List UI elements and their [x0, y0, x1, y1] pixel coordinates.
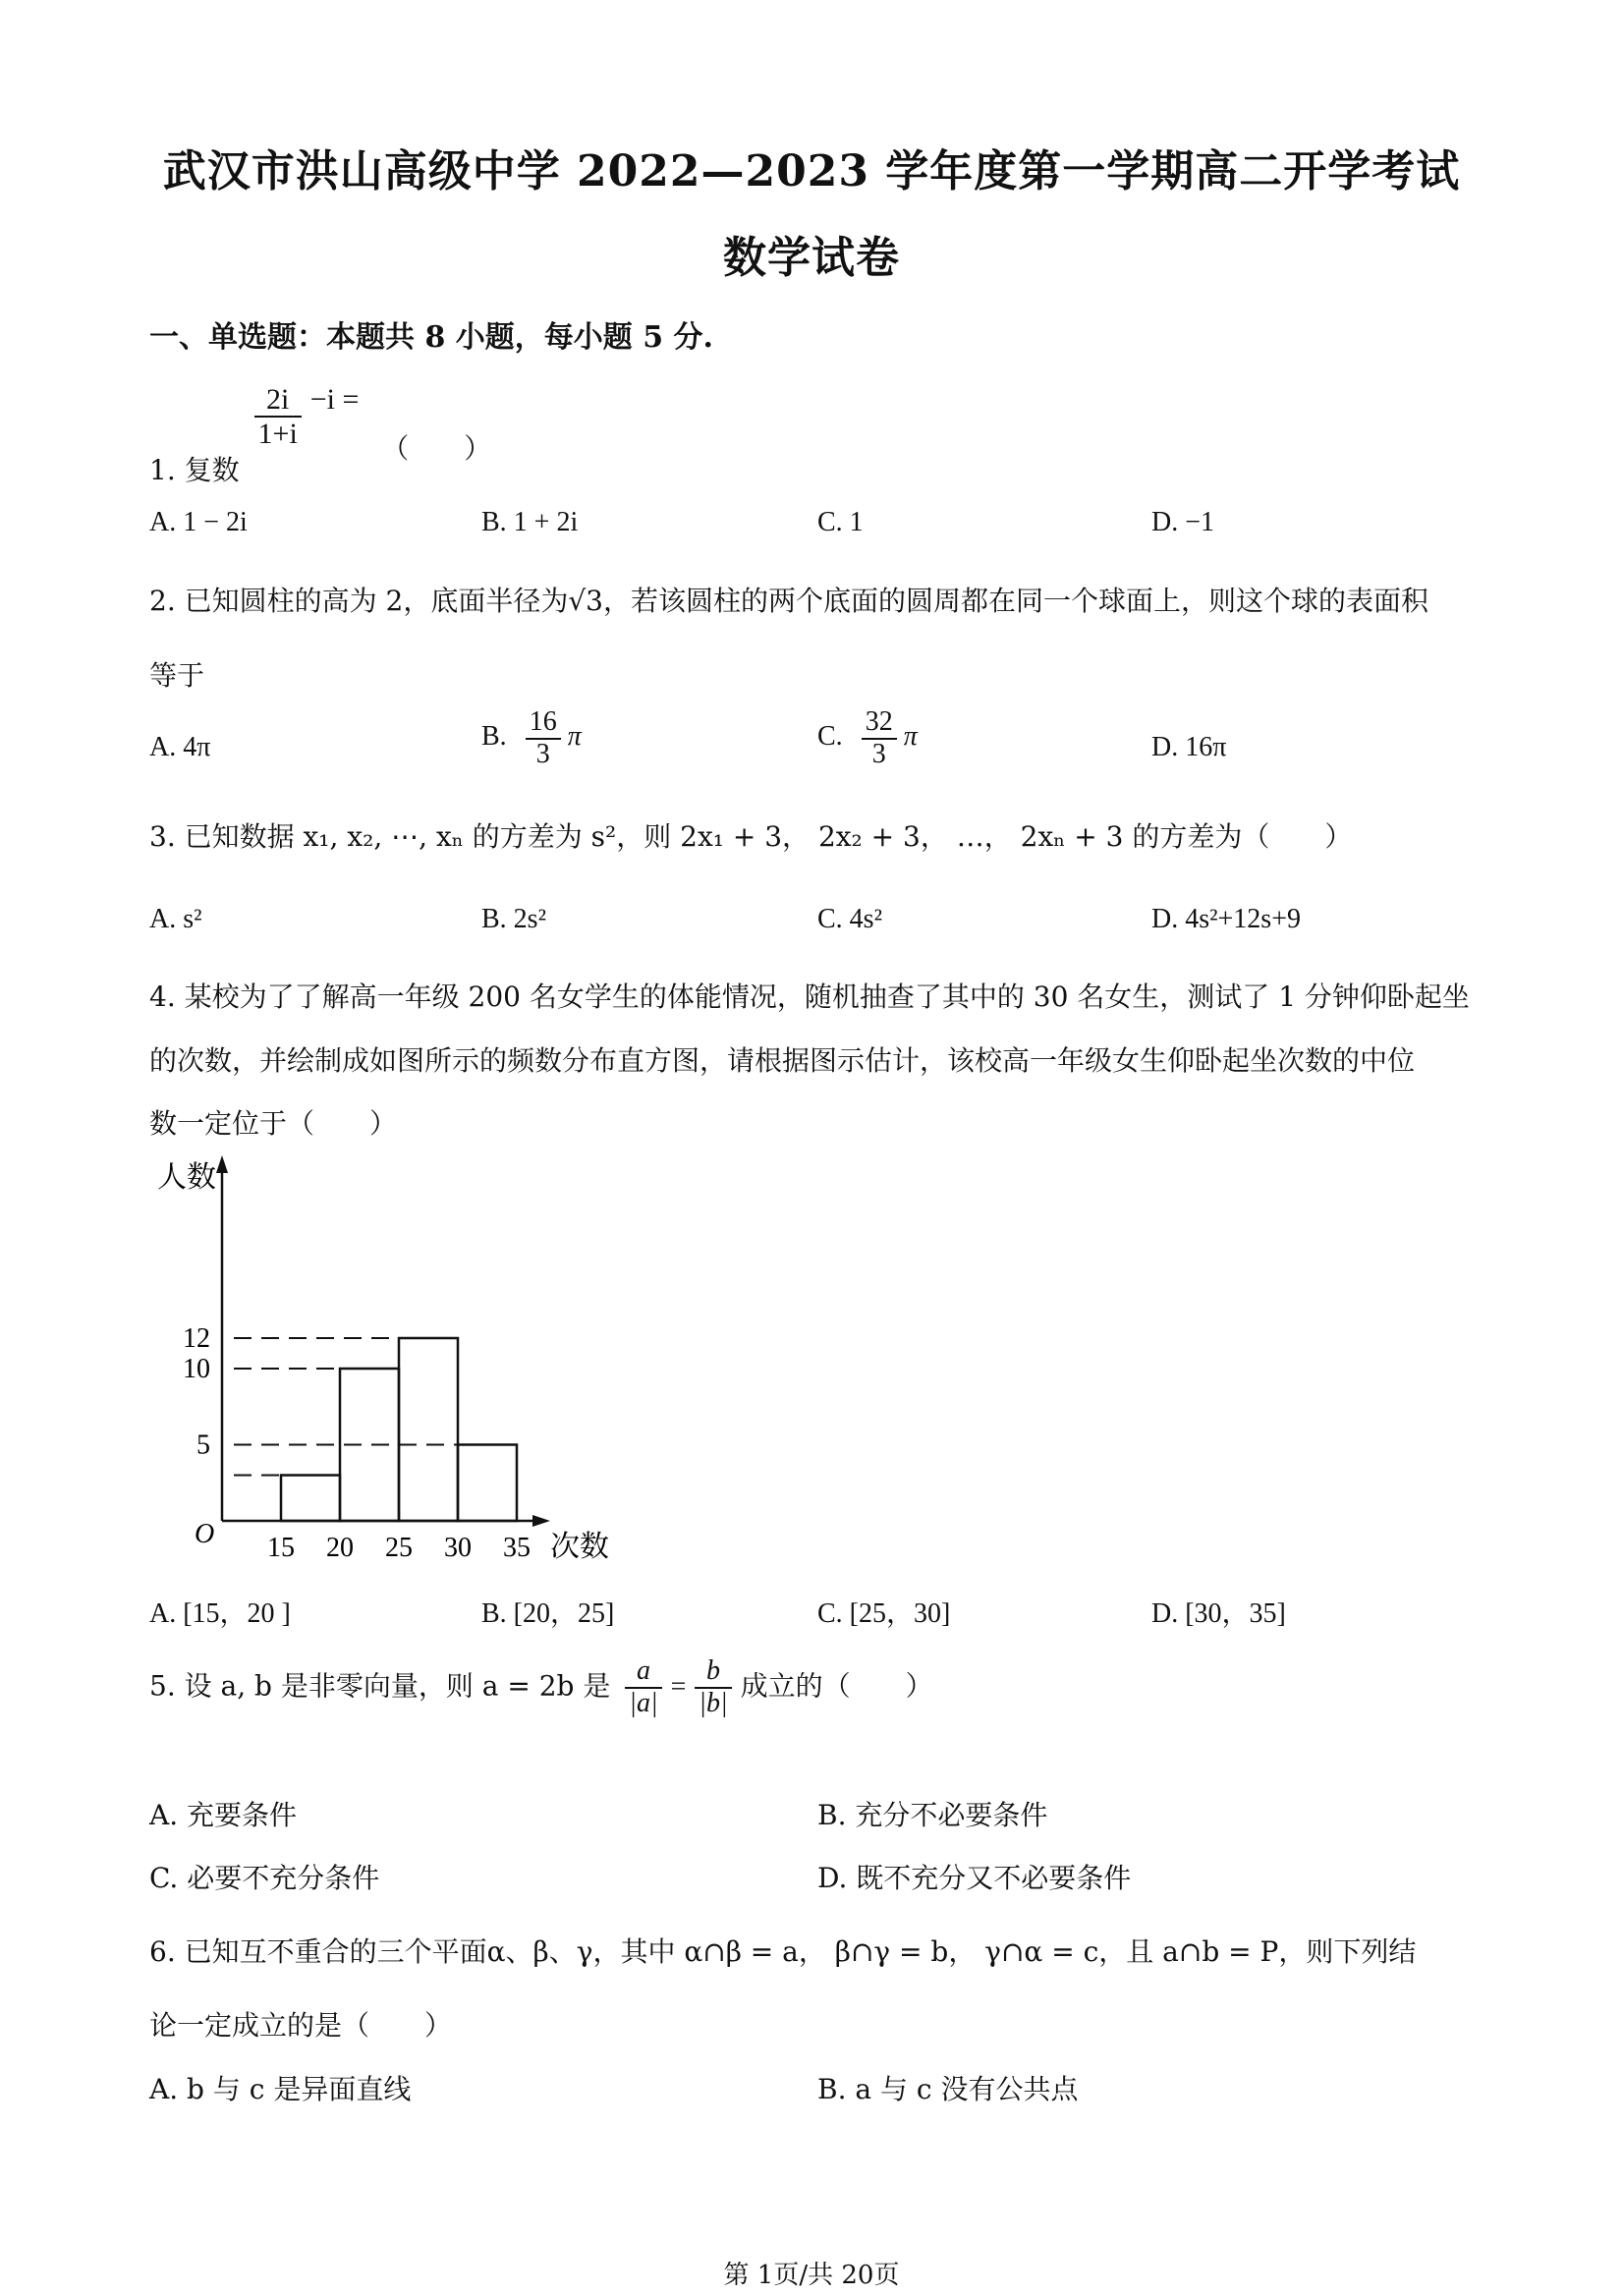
q1-option-d: D. −1 — [1151, 507, 1215, 537]
histogram-bar — [458, 1445, 517, 1522]
origin-label: O — [195, 1519, 215, 1549]
q2-c-pi: π — [903, 721, 918, 753]
q6-option-a: A. b 与 c 是异面直线 — [149, 2073, 412, 2105]
x-tick-label: 30 — [444, 1533, 472, 1563]
page-title: 武汉市洪山高级中学 2022—2023 学年度第一学期高二开学考试 — [162, 146, 1461, 196]
chart-layer — [157, 1155, 609, 1564]
q2-b-den: 3 — [535, 738, 550, 769]
q2-line1: 2. 已知圆柱的高为 2，底面半径为√3，若该圆柱的两个底面的圆周都在同一个球面上，则这个球的表面积 — [149, 585, 1428, 617]
q6-line1: 6. 已知互不重合的三个平面α、β、γ，其中 α∩β = a， β∩γ = b， γ∩α = c，且 a∩b = P，则下列结 — [149, 1935, 1417, 1968]
q2-option-c-label: C. — [817, 721, 843, 753]
x-tick-label: 35 — [503, 1533, 531, 1563]
q1-label: 1. 复数 — [149, 453, 240, 486]
q2-option-c — [817, 707, 918, 770]
q1-frac-num: 2i — [254, 383, 302, 418]
q1-tail: −i = — [309, 382, 360, 416]
q5-option-b: B. 充分不必要条件 — [817, 1799, 1048, 1831]
q5-option-d: D. 既不充分又不必要条件 — [817, 1862, 1132, 1894]
q1-option-a: A. 1 − 2i — [149, 507, 248, 537]
q5-frac2-den: |b| — [699, 1687, 728, 1718]
histogram-bar — [399, 1338, 458, 1521]
q4-option-d: D. [30，35] — [1151, 1598, 1286, 1629]
q4-line2: 的次数，并绘制成如图所示的频数分布直方图，请根据图示估计，该校高一年级女生仰卧起坐次数的中位 — [149, 1044, 1416, 1077]
q4-option-a: A. [15，20 ] — [149, 1598, 291, 1629]
q2-b-num: 16 — [526, 707, 561, 740]
q1-paren: （ ） — [381, 431, 492, 465]
q4-option-b: B. [20，25] — [481, 1598, 615, 1629]
q3-option-c: C. 4s² — [817, 904, 882, 934]
histogram-bar — [281, 1476, 340, 1522]
q2-option-b-label: B. — [481, 721, 507, 753]
histogram-chart — [138, 1149, 648, 1572]
q5-option-a: A. 充要条件 — [149, 1799, 298, 1831]
q1-fraction — [254, 383, 302, 450]
q5-fraction-1 — [625, 1656, 661, 1719]
q2-line2: 等于 — [149, 659, 205, 692]
q6-line2: 论一定成立的是（ ） — [149, 2009, 453, 2042]
q3-option-b: B. 2s² — [481, 904, 546, 934]
x-tick-label: 20 — [326, 1533, 354, 1563]
q2-option-d: D. 16π — [1151, 732, 1227, 762]
q2-c-num: 32 — [862, 707, 897, 740]
x-tick-label: 25 — [385, 1533, 413, 1563]
q5-frac1-den: |a| — [629, 1687, 658, 1718]
q6-option-b: B. a 与 c 没有公共点 — [817, 2073, 1079, 2105]
x-axis-label: 次数 — [550, 1530, 609, 1564]
q5-frac1-num: a — [625, 1656, 661, 1689]
q1-frac-den: 1+i — [257, 418, 298, 450]
q1-option-c: C. 1 — [817, 507, 864, 537]
question-1 — [149, 382, 492, 486]
q2-option-a: A. 4π — [149, 732, 211, 762]
q4-line3: 数一定位于（ ） — [149, 1107, 398, 1140]
y-axis-arrow — [216, 1155, 228, 1173]
q2-option-b — [481, 707, 582, 770]
question-5 — [149, 1656, 933, 1719]
y-tick-label: 5 — [196, 1429, 210, 1461]
q1-option-b: B. 1 + 2i — [481, 507, 579, 537]
q2-b-pi: π — [567, 721, 582, 753]
q5-label: 5. 设 a, b 是非零向量，则 a = 2b 是 — [149, 1669, 611, 1703]
q3-text: 3. 已知数据 x₁, x₂, ⋯, xₙ 的方差为 s²，则 2x₁ + 3， 2x₂ + 3， …， 2xₙ + 3 的方差为（ ） — [149, 820, 1353, 853]
q2-option-c-fraction — [862, 707, 897, 770]
q2-option-b-fraction — [526, 707, 561, 770]
x-tick-label: 15 — [267, 1533, 295, 1563]
q4-line1: 4. 某校为了了解高一年级 200 名女学生的体能情况，随机抽查了其中的 30 名女生，测试了 1 分钟仰卧起坐 — [149, 980, 1470, 1013]
q5-eq: = — [670, 1671, 687, 1703]
q3-option-a: A. s² — [149, 904, 202, 934]
q2-c-den: 3 — [871, 738, 886, 769]
page-subtitle: 数学试卷 — [723, 233, 900, 283]
q5-option-c: C. 必要不充分条件 — [149, 1862, 380, 1894]
q5-tail: 成立的（ ） — [740, 1669, 933, 1703]
y-tick-label: 10 — [183, 1354, 210, 1384]
q3-option-d: D. 4s²+12s+9 — [1151, 904, 1301, 934]
x-axis-arrow — [532, 1515, 550, 1527]
q5-frac2-num: b — [695, 1656, 731, 1689]
q4-option-c: C. [25，30] — [817, 1598, 951, 1629]
section-heading: 一、单选题：本题共 8 小题，每小题 5 分. — [149, 320, 713, 355]
y-axis-label: 人数 — [157, 1160, 216, 1195]
y-tick-label: 12 — [183, 1323, 210, 1354]
q5-fraction-2 — [695, 1656, 731, 1719]
page-footer: 第 1页/共 20页 — [723, 2261, 900, 2290]
